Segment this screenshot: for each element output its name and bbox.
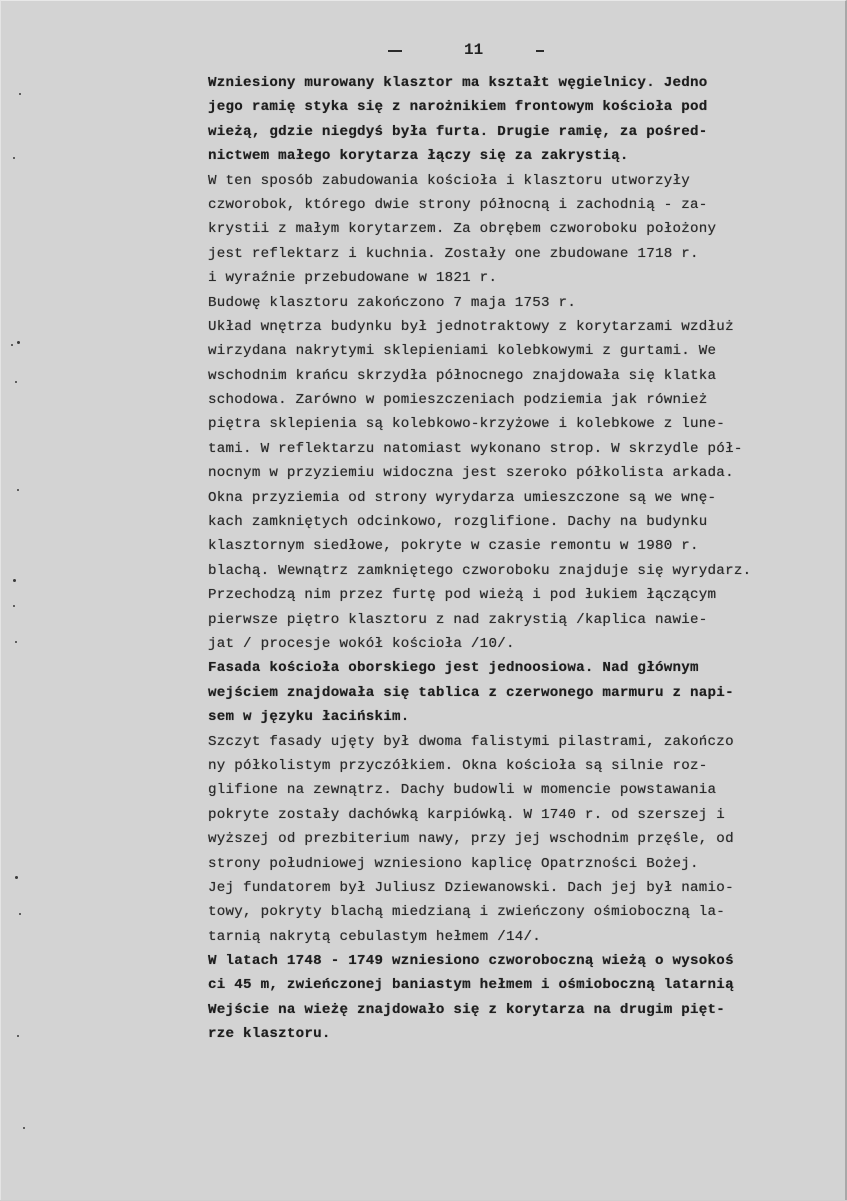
text-line: towy, pokryty blachą miedzianą i zwieńczony ośmioboczną la- bbox=[208, 904, 726, 921]
text-line: pokryte zostały dachówką karpiówką. W 1740 r. od szerszej i bbox=[208, 806, 726, 823]
text-line: tami. W reflektarzu natomiast wykonano strop. W skrzydle pół- bbox=[208, 440, 743, 457]
page-number: 11 bbox=[464, 41, 484, 59]
text-line: czworobok, którego dwie strony północną i zachodnią - za- bbox=[208, 196, 708, 213]
text-line: sem w języku łacińskim. bbox=[208, 709, 410, 726]
text-line: ci 45 m, zwieńczonej baniastym hełmem i ośmioboczną latarnią bbox=[208, 977, 734, 994]
text-line: Budowę klasztoru zakończono 7 maja 1753 r. bbox=[208, 294, 577, 311]
text-line: strony południowej wzniesiono kaplicę Opatrzności Bożej. bbox=[208, 855, 699, 872]
text-line: Jej fundatorem był Juliusz Dziewanowski. Dach jej był namio- bbox=[208, 879, 734, 896]
header-dash-left bbox=[388, 50, 402, 52]
margin-mark bbox=[15, 876, 18, 879]
margin-mark bbox=[19, 913, 21, 915]
text-line: wieżą, gdzie niegdyś była furta. Drugie ramię, za pośred- bbox=[208, 123, 708, 140]
margin-mark bbox=[17, 341, 20, 344]
text-line: Układ wnętrza budynku był jednotraktowy z korytarzami wzdłuż bbox=[208, 318, 734, 335]
text-line: tarnią nakrytą cebulastym hełmem /14/. bbox=[208, 928, 542, 945]
text-line: Wzniesiony murowany klasztor ma kształt węgielnicy. Jedno bbox=[208, 75, 708, 91]
text-line: blachą. Wewnątrz zamkniętego czworoboku znajduje się wyrydarz. bbox=[208, 562, 752, 579]
text-line: ny półkolistym przyczółkiem. Okna kościoła są silnie roz- bbox=[208, 757, 708, 774]
text-line: Fasada kościoła oborskiego jest jednoosiowa. Nad głównym bbox=[208, 660, 699, 677]
margin-punch-marks bbox=[1, 1, 41, 1201]
text-line: jest reflektarz i kuchnia. Zostały one zbudowane 1718 r. bbox=[208, 245, 699, 262]
text-line: krystii z małym korytarzem. Za obrębem czworoboku położony bbox=[208, 221, 717, 238]
text-line: klasztornym siedłowe, pokryte w czasie remontu w 1980 r. bbox=[208, 538, 699, 555]
margin-mark bbox=[23, 1127, 25, 1129]
text-line: Szczyt fasady ujęty był dwoma falistymi pilastrami, zakończo bbox=[208, 733, 734, 750]
text-line: wschodnim krańcu skrzydła północnego znajdowała się klatka bbox=[208, 367, 717, 384]
text-line: wirzydana nakrytymi sklepieniami kolebkowymi z gurtami. We bbox=[208, 343, 717, 360]
margin-mark bbox=[15, 381, 17, 383]
text-line: pierwsze piętro klasztoru z nad zakrystią /kaplica nawie- bbox=[208, 611, 708, 628]
margin-mark bbox=[17, 1035, 19, 1037]
margin-mark bbox=[13, 157, 15, 159]
text-line: jat / procesje wokół kościoła /10/. bbox=[208, 635, 515, 652]
text-line: W ten sposób zabudowania kościoła i klasztoru utworzyły bbox=[208, 172, 691, 189]
text-line: Okna przyziemia od strony wyrydarza umieszczone są we wnę- bbox=[208, 489, 717, 506]
margin-mark bbox=[11, 344, 13, 346]
text-line: glifione na zewnątrz. Dachy budowli w momencie powstawania bbox=[208, 782, 717, 799]
page-number-header bbox=[386, 39, 556, 63]
header-dash-right bbox=[536, 50, 544, 52]
text-line: nocnym w przyziemiu widoczna jest szeroko półkolista arkada. bbox=[208, 465, 734, 482]
margin-mark bbox=[13, 579, 16, 582]
text-line: W latach 1748 - 1749 wzniesiono czworoboczną wieżą o wysokoś bbox=[208, 953, 734, 970]
text-line: wyższej od prezbiterium nawy, przy jej wschodnim przęśle, od bbox=[208, 831, 734, 848]
typewritten-body bbox=[208, 71, 844, 1047]
text-line: rze klasztoru. bbox=[208, 1026, 331, 1043]
text-line: jego ramię styka się z narożnikiem frontowym kościoła pod bbox=[208, 99, 708, 116]
text-line: kach zamkniętych odcinkowo, rozglifione. Dachy na budynku bbox=[208, 514, 708, 531]
margin-mark bbox=[17, 489, 19, 491]
text-line: piętra sklepienia są kolebkowo-krzyżowe i kolebkowe z lune- bbox=[208, 416, 726, 433]
text-line: i wyraźnie przebudowane w 1821 r. bbox=[208, 270, 498, 287]
text-line: Wejście na wieżę znajdowało się z korytarza na drugim pięt- bbox=[208, 1001, 726, 1018]
text-line: schodowa. Zarówno w pomieszczeniach podziemia jak również bbox=[208, 392, 708, 409]
margin-mark bbox=[15, 641, 17, 643]
margin-mark bbox=[13, 605, 15, 607]
margin-mark bbox=[19, 93, 21, 95]
text-line: nictwem małego korytarza łączy się za zakrystią. bbox=[208, 148, 629, 165]
text-line: wejściem znajdowała się tablica z czerwonego marmuru z napi- bbox=[208, 684, 734, 701]
text-line: Przechodzą nim przez furtę pod wieżą i pod łukiem łączącym bbox=[208, 587, 717, 604]
